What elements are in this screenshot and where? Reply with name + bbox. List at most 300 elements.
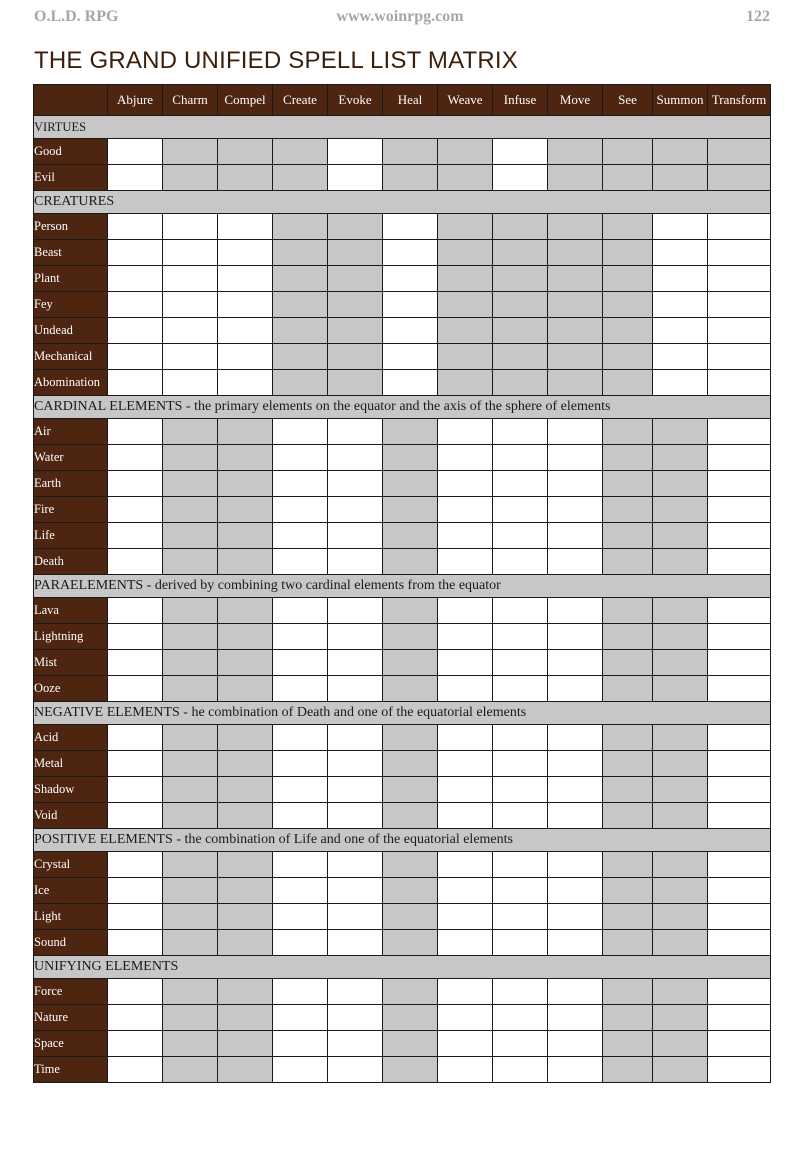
matrix-cell-shaded — [163, 650, 218, 676]
matrix-cell-shaded — [163, 803, 218, 829]
matrix-cell-blank — [273, 904, 328, 930]
row-label: Acid — [34, 725, 108, 751]
row-label: Death — [34, 549, 108, 575]
matrix-cell-blank — [273, 1005, 328, 1031]
matrix-cell-blank — [108, 878, 163, 904]
matrix-cell-blank — [273, 624, 328, 650]
matrix-cell-shaded — [603, 318, 653, 344]
matrix-cell-shaded — [218, 598, 273, 624]
matrix-cell-blank — [273, 751, 328, 777]
matrix-cell-blank — [438, 549, 493, 575]
matrix-cell-blank — [708, 214, 771, 240]
matrix-cell-shaded — [603, 240, 653, 266]
matrix-cell-shaded — [653, 139, 708, 165]
row-label: Sound — [34, 930, 108, 956]
matrix-cell-blank — [493, 676, 548, 702]
matrix-cell-blank — [548, 676, 603, 702]
table-row — [34, 1057, 771, 1083]
section-title: POSITIVE ELEMENTS - the combination of Life and one of the equatorial elements — [34, 829, 771, 852]
matrix-cell-blank — [328, 1057, 383, 1083]
matrix-cell-blank — [108, 598, 163, 624]
matrix-cell-shaded — [708, 165, 771, 191]
matrix-cell-blank — [383, 318, 438, 344]
matrix-cell-blank — [108, 318, 163, 344]
row-label: Abomination — [34, 370, 108, 396]
matrix-cell-shaded — [603, 214, 653, 240]
table-row — [34, 292, 771, 318]
table-row — [34, 471, 771, 497]
matrix-cell-shaded — [603, 471, 653, 497]
matrix-cell-shaded — [218, 904, 273, 930]
matrix-cell-shaded — [218, 497, 273, 523]
matrix-cell-shaded — [438, 292, 493, 318]
matrix-cell-blank — [163, 214, 218, 240]
matrix-cell-blank — [708, 751, 771, 777]
matrix-cell-shaded — [603, 878, 653, 904]
matrix-cell-blank — [708, 803, 771, 829]
row-label: Space — [34, 1031, 108, 1057]
row-label: Force — [34, 979, 108, 1005]
column-header-heal: Heal — [383, 85, 438, 116]
matrix-cell-blank — [548, 549, 603, 575]
matrix-cell-blank — [108, 650, 163, 676]
matrix-cell-shaded — [653, 751, 708, 777]
matrix-cell-blank — [438, 419, 493, 445]
matrix-cell-shaded — [163, 549, 218, 575]
matrix-cell-shaded — [218, 852, 273, 878]
table-row — [34, 777, 771, 803]
matrix-cell-blank — [548, 878, 603, 904]
matrix-cell-shaded — [603, 598, 653, 624]
matrix-cell-blank — [708, 852, 771, 878]
table-row — [34, 979, 771, 1005]
matrix-cell-blank — [108, 344, 163, 370]
matrix-cell-shaded — [218, 979, 273, 1005]
matrix-cell-blank — [438, 445, 493, 471]
matrix-cell-blank — [218, 214, 273, 240]
matrix-cell-shaded — [438, 240, 493, 266]
matrix-cell-shaded — [653, 878, 708, 904]
matrix-cell-blank — [653, 240, 708, 266]
table-row — [34, 904, 771, 930]
row-label: Air — [34, 419, 108, 445]
matrix-cell-shaded — [603, 523, 653, 549]
matrix-cell-shaded — [273, 266, 328, 292]
matrix-cell-shaded — [163, 165, 218, 191]
matrix-cell-blank — [493, 777, 548, 803]
matrix-cell-blank — [438, 751, 493, 777]
table-row — [34, 445, 771, 471]
matrix-cell-blank — [438, 650, 493, 676]
section-title: PARAELEMENTS - derived by combining two cardinal elements from the equator — [34, 575, 771, 598]
matrix-cell-shaded — [218, 676, 273, 702]
matrix-cell-blank — [273, 419, 328, 445]
matrix-cell-shaded — [218, 165, 273, 191]
matrix-cell-shaded — [653, 803, 708, 829]
row-label: Metal — [34, 751, 108, 777]
matrix-cell-blank — [273, 676, 328, 702]
matrix-cell-blank — [108, 725, 163, 751]
row-label: Ice — [34, 878, 108, 904]
spell-matrix-table — [33, 84, 771, 1083]
matrix-cell-shaded — [218, 725, 273, 751]
matrix-cell-blank — [708, 930, 771, 956]
matrix-cell-blank — [548, 419, 603, 445]
matrix-cell-shaded — [163, 523, 218, 549]
table-row — [34, 676, 771, 702]
section-header-row — [34, 702, 771, 725]
matrix-cell-blank — [108, 139, 163, 165]
matrix-cell-blank — [548, 445, 603, 471]
matrix-cell-blank — [708, 598, 771, 624]
matrix-cell-shaded — [653, 650, 708, 676]
matrix-cell-shaded — [383, 904, 438, 930]
section-title: CREATURES — [34, 191, 771, 214]
matrix-cell-blank — [493, 165, 548, 191]
matrix-cell-blank — [653, 266, 708, 292]
matrix-cell-blank — [493, 979, 548, 1005]
table-row — [34, 803, 771, 829]
matrix-cell-shaded — [603, 549, 653, 575]
table-row — [34, 725, 771, 751]
matrix-cell-blank — [163, 370, 218, 396]
matrix-cell-shaded — [273, 292, 328, 318]
matrix-cell-blank — [108, 292, 163, 318]
matrix-cell-shaded — [653, 624, 708, 650]
matrix-cell-shaded — [493, 370, 548, 396]
row-label: Evil — [34, 165, 108, 191]
matrix-cell-shaded — [653, 725, 708, 751]
section-header-row — [34, 396, 771, 419]
matrix-cell-shaded — [383, 852, 438, 878]
matrix-cell-shaded — [603, 139, 653, 165]
matrix-cell-blank — [548, 497, 603, 523]
matrix-cell-blank — [273, 930, 328, 956]
table-row — [34, 598, 771, 624]
matrix-cell-shaded — [603, 266, 653, 292]
matrix-cell-blank — [273, 852, 328, 878]
matrix-cell-shaded — [218, 803, 273, 829]
table-row — [34, 1005, 771, 1031]
matrix-cell-shaded — [273, 165, 328, 191]
table-row — [34, 139, 771, 165]
matrix-cell-blank — [328, 777, 383, 803]
matrix-cell-blank — [328, 852, 383, 878]
matrix-cell-blank — [438, 725, 493, 751]
matrix-cell-shaded — [548, 165, 603, 191]
matrix-cell-shaded — [273, 318, 328, 344]
row-label: Mechanical — [34, 344, 108, 370]
matrix-cell-blank — [438, 1057, 493, 1083]
matrix-cell-shaded — [708, 139, 771, 165]
matrix-cell-blank — [383, 292, 438, 318]
matrix-cell-blank — [438, 777, 493, 803]
matrix-cell-blank — [273, 523, 328, 549]
matrix-cell-shaded — [218, 624, 273, 650]
matrix-cell-shaded — [163, 725, 218, 751]
matrix-cell-blank — [708, 471, 771, 497]
column-header-create: Create — [273, 85, 328, 116]
matrix-cell-shaded — [328, 266, 383, 292]
matrix-cell-shaded — [603, 1057, 653, 1083]
matrix-cell-shaded — [603, 1031, 653, 1057]
matrix-cell-blank — [383, 214, 438, 240]
matrix-cell-blank — [708, 725, 771, 751]
matrix-cell-shaded — [383, 1005, 438, 1031]
matrix-cell-blank — [493, 878, 548, 904]
matrix-cell-shaded — [328, 318, 383, 344]
matrix-cell-blank — [708, 497, 771, 523]
matrix-cell-shaded — [163, 471, 218, 497]
matrix-cell-shaded — [653, 1057, 708, 1083]
matrix-cell-shaded — [438, 318, 493, 344]
matrix-cell-blank — [548, 803, 603, 829]
matrix-cell-blank — [163, 318, 218, 344]
page-title: THE GRAND UNIFIED SPELL LIST MATRIX — [34, 47, 518, 74]
matrix-cell-blank — [108, 930, 163, 956]
matrix-cell-blank — [493, 803, 548, 829]
matrix-cell-blank — [328, 165, 383, 191]
matrix-cell-blank — [328, 624, 383, 650]
column-header-summon: Summon — [653, 85, 708, 116]
matrix-cell-blank — [548, 852, 603, 878]
matrix-cell-blank — [328, 497, 383, 523]
matrix-cell-blank — [218, 318, 273, 344]
section-title: VIRTUES — [34, 116, 771, 139]
matrix-cell-blank — [438, 852, 493, 878]
matrix-cell-blank — [383, 370, 438, 396]
matrix-cell-shaded — [653, 676, 708, 702]
matrix-cell-shaded — [383, 419, 438, 445]
matrix-cell-blank — [218, 292, 273, 318]
matrix-cell-shaded — [548, 139, 603, 165]
matrix-cell-blank — [218, 370, 273, 396]
matrix-cell-shaded — [548, 266, 603, 292]
matrix-cell-blank — [548, 598, 603, 624]
row-label: Crystal — [34, 852, 108, 878]
matrix-cell-shaded — [328, 240, 383, 266]
matrix-cell-blank — [108, 497, 163, 523]
matrix-cell-blank — [548, 650, 603, 676]
matrix-cell-shaded — [603, 419, 653, 445]
matrix-cell-shaded — [218, 549, 273, 575]
matrix-cell-blank — [548, 1005, 603, 1031]
matrix-cell-shaded — [218, 1005, 273, 1031]
column-header-transform: Transform — [708, 85, 771, 116]
matrix-cell-blank — [493, 471, 548, 497]
matrix-cell-blank — [438, 930, 493, 956]
matrix-cell-blank — [493, 445, 548, 471]
matrix-cell-blank — [493, 930, 548, 956]
row-label: Light — [34, 904, 108, 930]
matrix-cell-blank — [493, 904, 548, 930]
matrix-cell-blank — [438, 523, 493, 549]
matrix-cell-shaded — [653, 598, 708, 624]
matrix-cell-shaded — [163, 1031, 218, 1057]
matrix-cell-blank — [108, 240, 163, 266]
matrix-cell-shaded — [383, 725, 438, 751]
matrix-cell-blank — [708, 1031, 771, 1057]
matrix-cell-blank — [493, 852, 548, 878]
matrix-cell-shaded — [493, 292, 548, 318]
table-row — [34, 240, 771, 266]
matrix-cell-shaded — [218, 471, 273, 497]
matrix-cell-blank — [653, 214, 708, 240]
matrix-cell-blank — [548, 523, 603, 549]
section-header-row — [34, 829, 771, 852]
matrix-cell-blank — [438, 471, 493, 497]
matrix-cell-blank — [108, 549, 163, 575]
matrix-cell-blank — [548, 1057, 603, 1083]
matrix-cell-blank — [328, 598, 383, 624]
matrix-cell-shaded — [163, 777, 218, 803]
matrix-cell-blank — [218, 240, 273, 266]
matrix-cell-shaded — [438, 139, 493, 165]
matrix-cell-blank — [653, 292, 708, 318]
matrix-cell-blank — [493, 598, 548, 624]
matrix-cell-shaded — [493, 318, 548, 344]
matrix-cell-blank — [493, 725, 548, 751]
matrix-cell-shaded — [383, 676, 438, 702]
matrix-cell-shaded — [653, 419, 708, 445]
matrix-cell-shaded — [163, 624, 218, 650]
matrix-cell-shaded — [218, 751, 273, 777]
matrix-cell-shaded — [653, 930, 708, 956]
matrix-cell-blank — [383, 344, 438, 370]
matrix-cell-blank — [708, 979, 771, 1005]
matrix-cell-shaded — [163, 930, 218, 956]
matrix-cell-shaded — [603, 852, 653, 878]
matrix-cell-shaded — [603, 676, 653, 702]
matrix-cell-shaded — [383, 930, 438, 956]
matrix-cell-blank — [493, 751, 548, 777]
section-header-row — [34, 191, 771, 214]
matrix-cell-blank — [108, 266, 163, 292]
matrix-cell-blank — [708, 1057, 771, 1083]
matrix-cell-shaded — [218, 139, 273, 165]
table-row — [34, 650, 771, 676]
matrix-cell-blank — [548, 904, 603, 930]
row-label: Plant — [34, 266, 108, 292]
matrix-cell-blank — [708, 240, 771, 266]
matrix-cell-blank — [328, 904, 383, 930]
matrix-cell-shaded — [548, 214, 603, 240]
matrix-cell-blank — [708, 676, 771, 702]
matrix-cell-blank — [108, 777, 163, 803]
matrix-cell-shaded — [218, 1031, 273, 1057]
section-header-row — [34, 575, 771, 598]
section-title: UNIFYING ELEMENTS — [34, 956, 771, 979]
matrix-cell-blank — [708, 904, 771, 930]
matrix-cell-blank — [708, 266, 771, 292]
matrix-cell-shaded — [603, 497, 653, 523]
matrix-cell-blank — [108, 419, 163, 445]
column-header-charm: Charm — [163, 85, 218, 116]
matrix-cell-blank — [328, 725, 383, 751]
matrix-cell-blank — [328, 549, 383, 575]
matrix-cell-shaded — [383, 650, 438, 676]
matrix-cell-blank — [438, 598, 493, 624]
matrix-cell-shaded — [653, 497, 708, 523]
row-label: Nature — [34, 1005, 108, 1031]
table-row — [34, 1031, 771, 1057]
row-label: Fire — [34, 497, 108, 523]
matrix-cell-blank — [328, 419, 383, 445]
matrix-cell-shaded — [383, 777, 438, 803]
matrix-cell-shaded — [438, 214, 493, 240]
matrix-cell-shaded — [603, 803, 653, 829]
matrix-cell-blank — [108, 523, 163, 549]
matrix-cell-shaded — [653, 904, 708, 930]
matrix-cell-shaded — [603, 624, 653, 650]
row-label: Good — [34, 139, 108, 165]
matrix-cell-blank — [218, 266, 273, 292]
matrix-cell-shaded — [653, 523, 708, 549]
matrix-cell-blank — [108, 471, 163, 497]
matrix-cell-blank — [438, 878, 493, 904]
matrix-cell-shaded — [328, 214, 383, 240]
matrix-cell-shaded — [163, 497, 218, 523]
matrix-cell-blank — [328, 803, 383, 829]
section-header-row — [34, 116, 771, 139]
matrix-cell-blank — [163, 266, 218, 292]
matrix-cell-shaded — [548, 240, 603, 266]
matrix-cell-blank — [273, 979, 328, 1005]
header-url: www.woinrpg.com — [336, 8, 464, 25]
matrix-cell-shaded — [383, 1057, 438, 1083]
matrix-cell-blank — [108, 676, 163, 702]
matrix-cell-blank — [273, 445, 328, 471]
matrix-cell-shaded — [548, 318, 603, 344]
matrix-cell-shaded — [328, 344, 383, 370]
table-row — [34, 930, 771, 956]
matrix-cell-blank — [163, 344, 218, 370]
matrix-cell-shaded — [163, 445, 218, 471]
matrix-cell-shaded — [383, 803, 438, 829]
matrix-cell-shaded — [603, 904, 653, 930]
matrix-cell-shaded — [383, 139, 438, 165]
matrix-cell-blank — [493, 523, 548, 549]
matrix-cell-blank — [273, 777, 328, 803]
matrix-cell-blank — [328, 471, 383, 497]
matrix-cell-blank — [493, 497, 548, 523]
matrix-cell-shaded — [493, 266, 548, 292]
matrix-cell-blank — [218, 344, 273, 370]
matrix-cell-blank — [493, 419, 548, 445]
matrix-cell-blank — [273, 471, 328, 497]
matrix-cell-shaded — [218, 878, 273, 904]
matrix-cell-blank — [273, 650, 328, 676]
matrix-cell-shaded — [218, 650, 273, 676]
row-label: Fey — [34, 292, 108, 318]
matrix-cell-shaded — [653, 1031, 708, 1057]
matrix-cell-shaded — [653, 471, 708, 497]
matrix-cell-blank — [108, 1005, 163, 1031]
matrix-cell-shaded — [603, 344, 653, 370]
matrix-cell-shaded — [163, 1057, 218, 1083]
row-label: Lava — [34, 598, 108, 624]
matrix-cell-blank — [273, 1031, 328, 1057]
matrix-cell-blank — [493, 1057, 548, 1083]
table-row — [34, 751, 771, 777]
matrix-cell-shaded — [493, 344, 548, 370]
matrix-cell-shaded — [653, 1005, 708, 1031]
matrix-cell-blank — [708, 549, 771, 575]
matrix-cell-shaded — [163, 419, 218, 445]
matrix-cell-shaded — [218, 419, 273, 445]
matrix-cell-blank — [548, 471, 603, 497]
matrix-cell-blank — [708, 650, 771, 676]
